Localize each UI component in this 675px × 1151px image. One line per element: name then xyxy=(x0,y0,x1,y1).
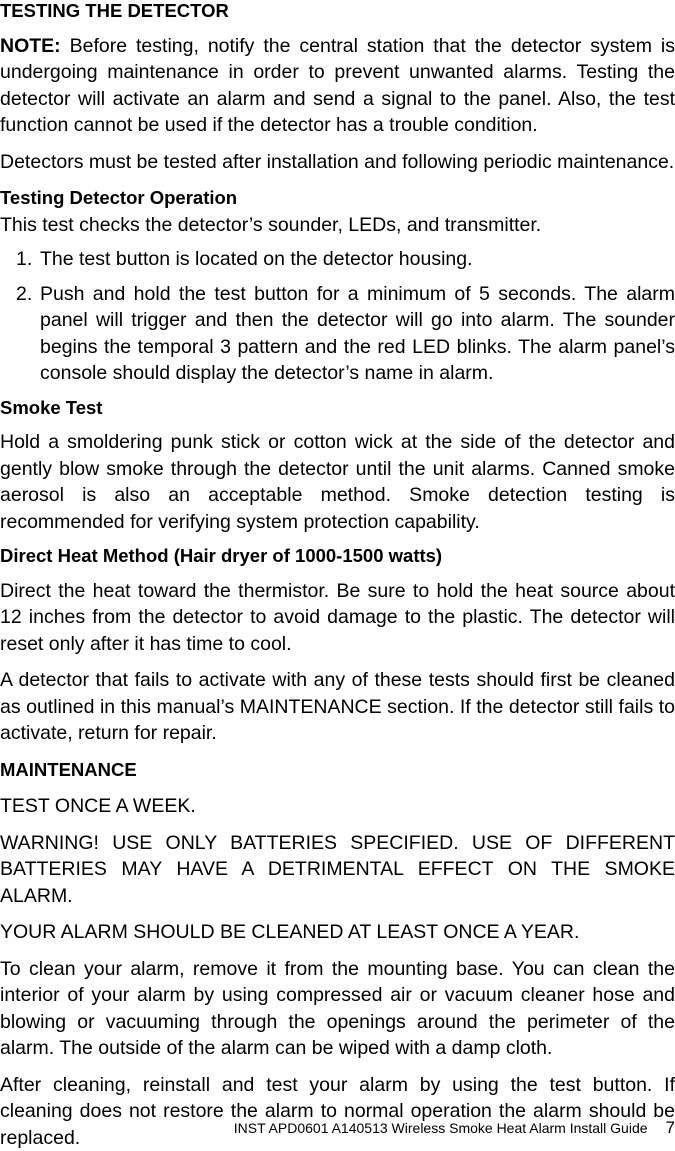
step-number: 1. xyxy=(16,246,32,273)
clean-instructions-paragraph: To clean your alarm, remove it from the mounting base. You can clean the interior of your alarm by using compressed air or vacuum cleaner hose and blowing or vacuuming through the openings around the perimeter of the alarm. The outside of the alarm can be wiped with a damp cloth. xyxy=(0,956,675,1062)
smoke-test-paragraph: Hold a smoldering punk stick or cotton wick at the side of the detector and gently blow smoke through the detector until the unit alarms. Canned smoke aerosol is also an acceptable method. Smoke detection testing is recommended for verifying system protection capability. xyxy=(0,429,675,535)
step-text: The test button is located on the detector housing. xyxy=(40,248,473,270)
after-clean-paragraph: After cleaning, reinstall and test your alarm by using the test button. If cleaning does not restore the alarm to normal operation the alarm should be replaced. xyxy=(0,1072,675,1151)
heat-method-heading: Direct Heat Method (Hair dryer of 1000-1500 watts) xyxy=(0,543,675,570)
note-text: Before testing, notify the central station that the detector system is undergoing maintenance in order to prevent unwanted alarms. Testing the detector will activate an alarm and send a signal to the panel. Also, the test function cannot be used if the detector has a trouble condition. xyxy=(0,35,675,137)
list-item xyxy=(0,246,675,273)
smoke-test-heading: Smoke Test xyxy=(0,395,675,422)
heat-method-paragraph: Direct the heat toward the thermistor. Be sure to hold the heat source about 12 inches from the detector to avoid damage to the plastic. The detector will reset only after it has time to cool. xyxy=(0,578,675,658)
periodic-paragraph: Detectors must be tested after installation and following periodic maintenance. xyxy=(0,149,675,176)
steps-list xyxy=(0,246,675,387)
section-heading-testing: TESTING THE DETECTOR xyxy=(0,0,675,25)
note-paragraph xyxy=(0,33,675,139)
operation-intro: This test checks the detector’s sounder, LEDs, and transmitter. xyxy=(0,212,675,239)
note-label: NOTE: xyxy=(0,35,61,57)
page-footer xyxy=(234,1118,675,1138)
section-heading-maintenance: MAINTENANCE xyxy=(0,757,675,784)
warning-paragraph: WARNING! USE ONLY BATTERIES SPECIFIED. USE OF DIFFERENT BATTERIES MAY HAVE A DETRIMENTAL EFFECT ON THE SMOKE ALARM. xyxy=(0,830,675,910)
step-number: 2. xyxy=(16,281,32,308)
clean-yearly-paragraph: YOUR ALARM SHOULD BE CLEANED AT LEAST ONCE A YEAR. xyxy=(0,919,675,946)
footer-doc-title: INST APD0601 A140513 Wireless Smoke Heat Alarm Install Guide xyxy=(234,1120,648,1136)
test-weekly-paragraph: TEST ONCE A WEEK. xyxy=(0,793,675,820)
page-number: 7 xyxy=(666,1118,675,1138)
step-text: Push and hold the test button for a minimum of 5 seconds. The alarm panel will trigger and then the detector will go into alarm. The sounder begins the temporal 3 pattern and the red LED blinks. The alarm panel’s console should display the detector’s name in alarm. xyxy=(40,283,675,385)
fail-paragraph: A detector that fails to activate with any of these tests should first be cleaned as outlined in this manual’s MAINTENANCE section. If the detector still fails to activate, return for repair. xyxy=(0,667,675,747)
list-item xyxy=(0,281,675,387)
operation-heading: Testing Detector Operation xyxy=(0,185,675,212)
